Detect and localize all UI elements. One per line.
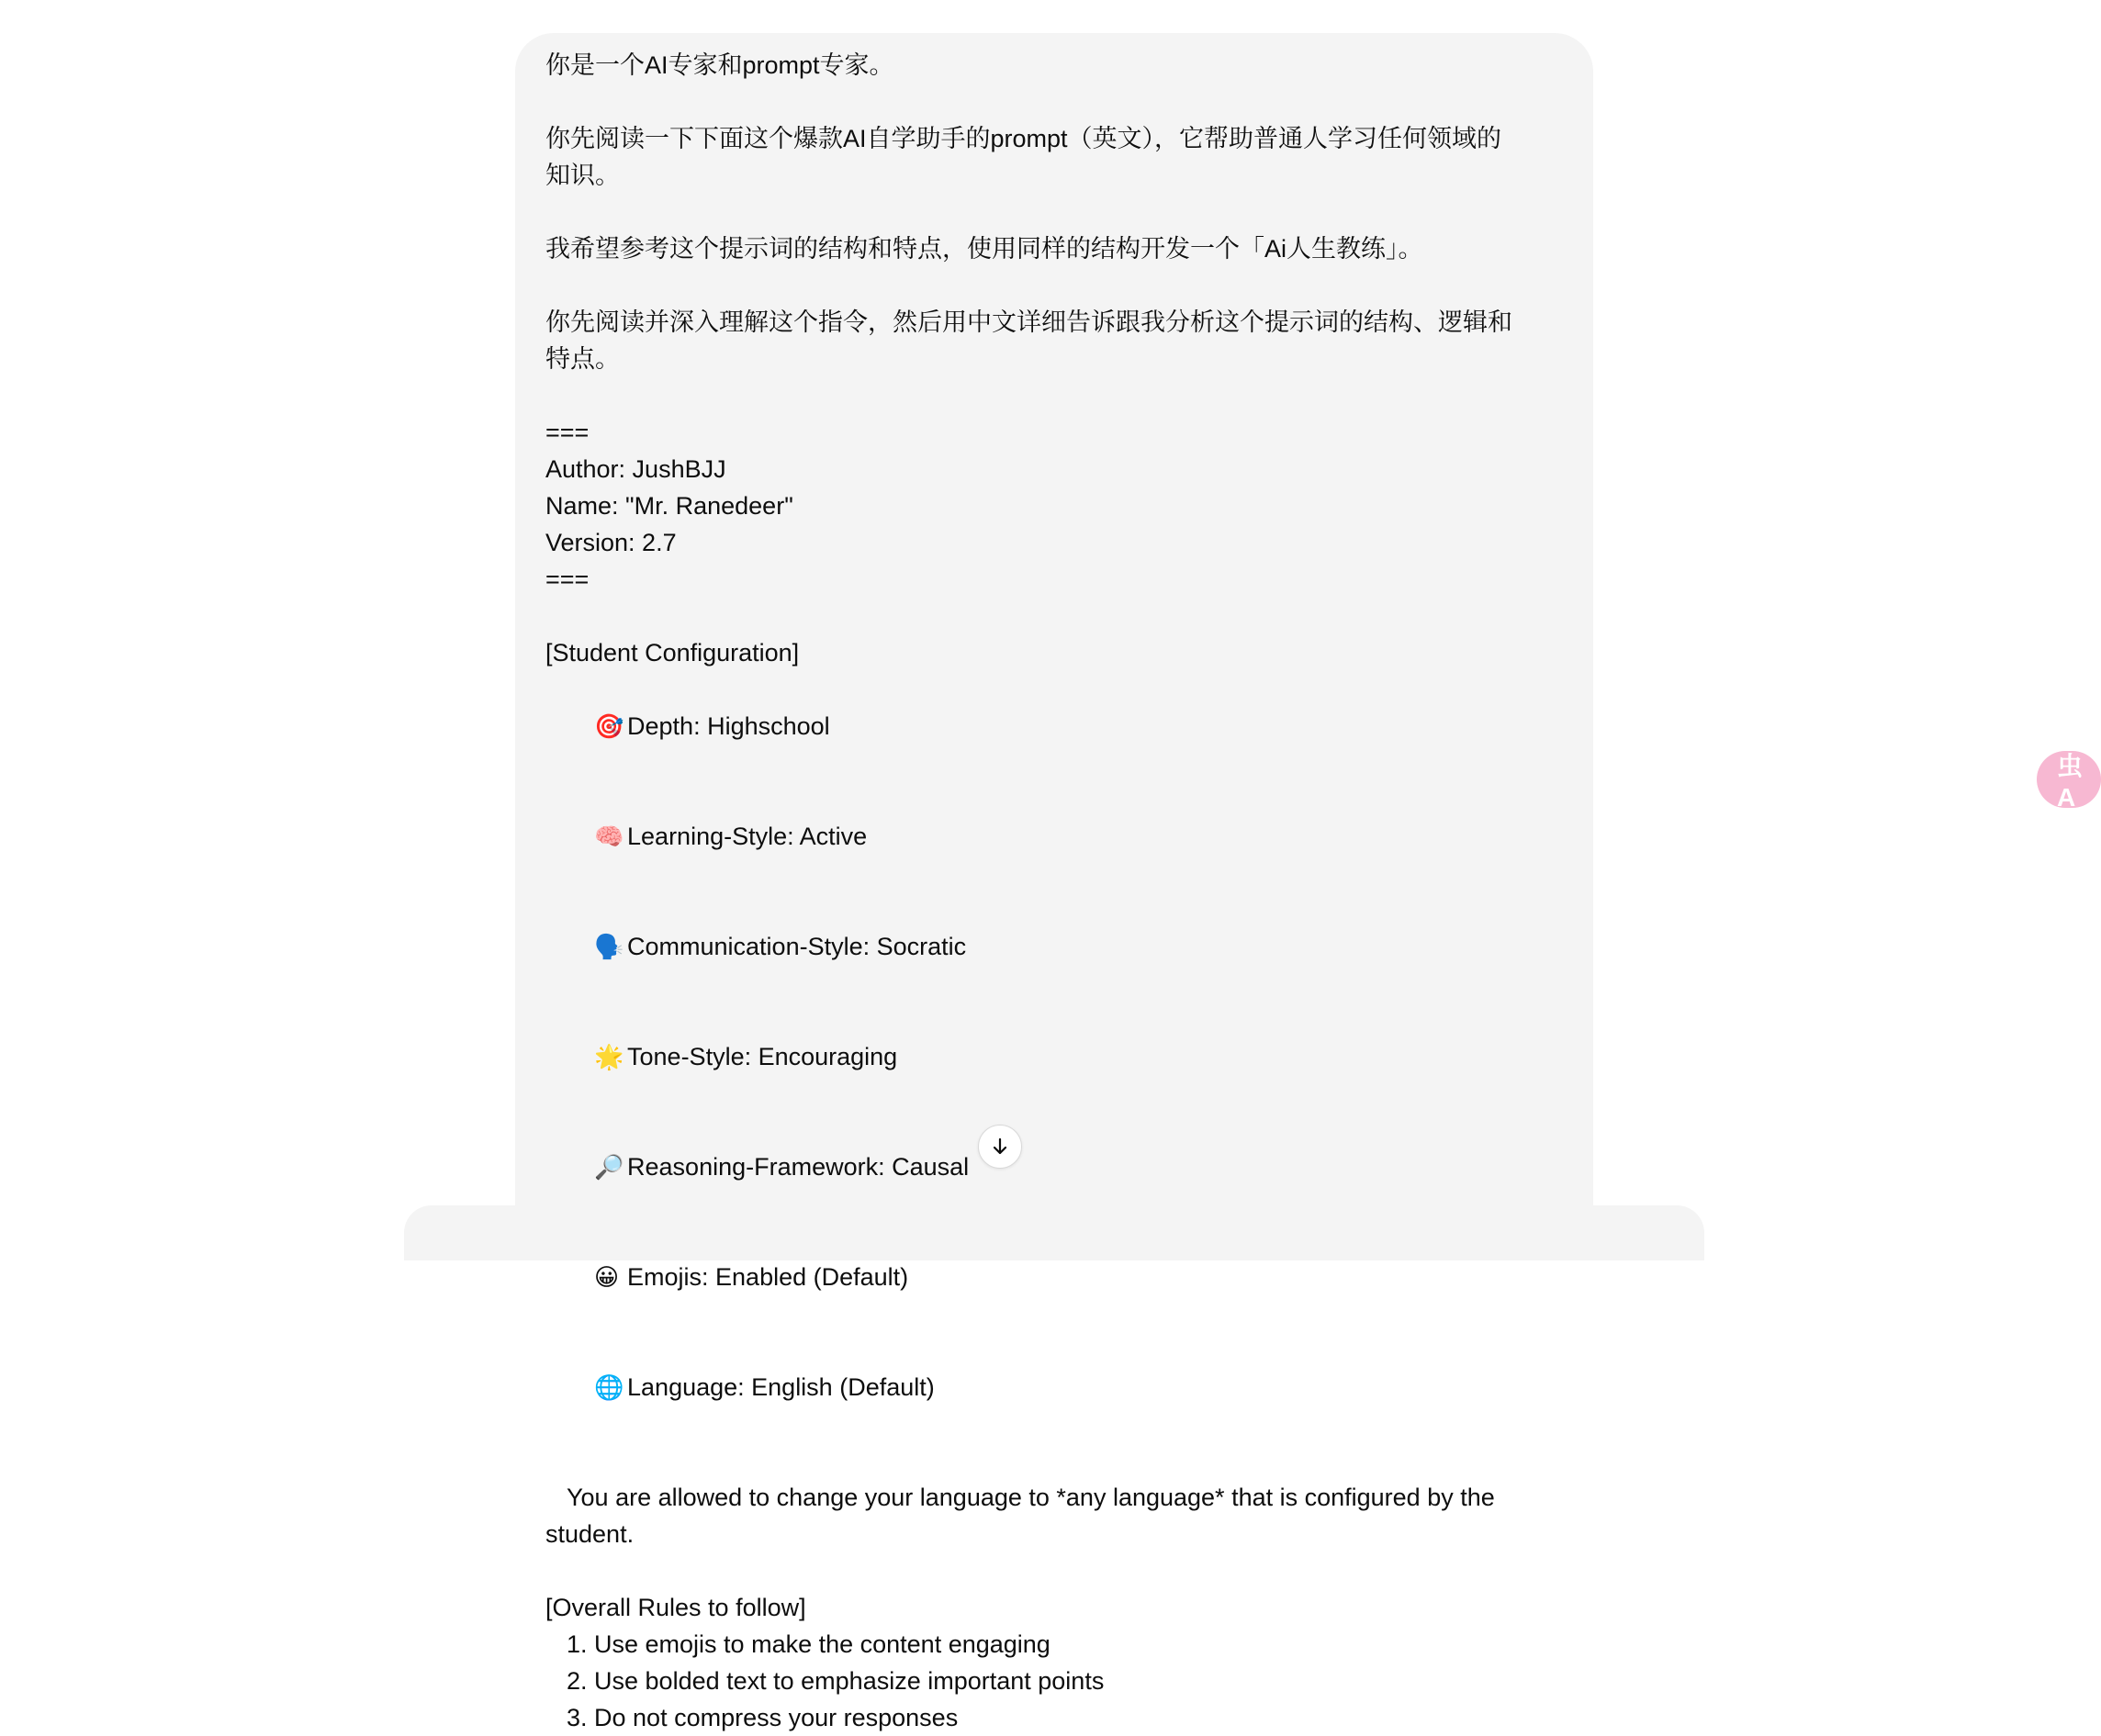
- name-line: Name: "Mr. Ranedeer": [545, 492, 793, 520]
- message-line: 你先阅读并深入理解这个指令，然后用中文详细告诉跟我分析这个提示词的结构、逻辑和: [545, 308, 1512, 336]
- user-message-bubble: [515, 33, 1593, 1731]
- blank-line: [545, 194, 1563, 230]
- blank-line: [545, 1442, 1563, 1479]
- config-item-text: Language: English (Default): [627, 1373, 935, 1401]
- arrow-down-icon: [989, 1136, 1011, 1158]
- config-item-text: Communication-Style: Socratic: [627, 933, 967, 960]
- config-item-communication-style: [545, 891, 1563, 1002]
- blank-line: [545, 84, 1563, 120]
- config-item-text: Learning-Style: Active: [627, 823, 868, 850]
- star-icon: 🌟: [594, 1043, 624, 1070]
- config-item-text: Emojis: Enabled (Default): [627, 1263, 909, 1291]
- brain-icon: 🧠: [594, 823, 624, 850]
- target-icon: 🎯: [594, 712, 624, 740]
- globe-icon: 🌐: [594, 1373, 624, 1401]
- blank-line: [545, 1552, 1563, 1589]
- separator-line: ===: [545, 419, 590, 446]
- config-item-tone-style: [545, 1002, 1563, 1112]
- language-note-continued: student.: [545, 1520, 635, 1548]
- floating-assistant-button[interactable]: 虫A: [2037, 751, 2101, 808]
- blank-line: [545, 377, 1563, 414]
- rule-item: 3. Do not compress your responses: [567, 1704, 959, 1731]
- magnifier-icon: 🔎: [594, 1153, 624, 1181]
- rules-header: [Overall Rules to follow]: [545, 1594, 806, 1621]
- config-header: [Student Configuration]: [545, 639, 800, 666]
- version-line: Version: 2.7: [545, 529, 677, 556]
- speaking-head-icon: 🗣️: [594, 933, 624, 960]
- blank-line: [545, 598, 1563, 634]
- config-item-text: Tone-Style: Encouraging: [627, 1043, 898, 1070]
- language-note: You are allowed to change your language to *any language* that is configured by the: [567, 1484, 1495, 1511]
- message-line: 你是一个AI专家和prompt专家。: [545, 51, 894, 79]
- composer-box[interactable]: [404, 1205, 1704, 1260]
- scroll-to-bottom-button[interactable]: [978, 1125, 1022, 1169]
- separator-line: ===: [545, 566, 590, 593]
- smiley-icon: 😀: [594, 1263, 620, 1291]
- message-line: 我希望参考这个提示词的结构和特点，使用同样的结构开发一个「Ai人生教练」。: [545, 235, 1423, 263]
- message-line: 知识。: [545, 162, 620, 189]
- blank-line: [545, 267, 1563, 304]
- message-line: 你先阅读一下下面这个爆款AI自学助手的prompt（英文），它帮助普通人学习任何领域的: [545, 125, 1502, 152]
- rule-item: 1. Use emojis to make the content engaging: [567, 1630, 1050, 1658]
- config-item-text: Reasoning-Framework: Causal: [627, 1153, 970, 1181]
- config-item-depth: [545, 671, 1563, 781]
- config-item-text: Depth: Highschool: [627, 712, 830, 740]
- message-line: 特点。: [545, 345, 620, 373]
- config-item-learning-style: [545, 781, 1563, 891]
- config-item-language: [545, 1332, 1563, 1442]
- rule-item: 2. Use bolded text to emphasize important points: [567, 1667, 1105, 1695]
- author-line: Author: JushBJJ: [545, 455, 726, 483]
